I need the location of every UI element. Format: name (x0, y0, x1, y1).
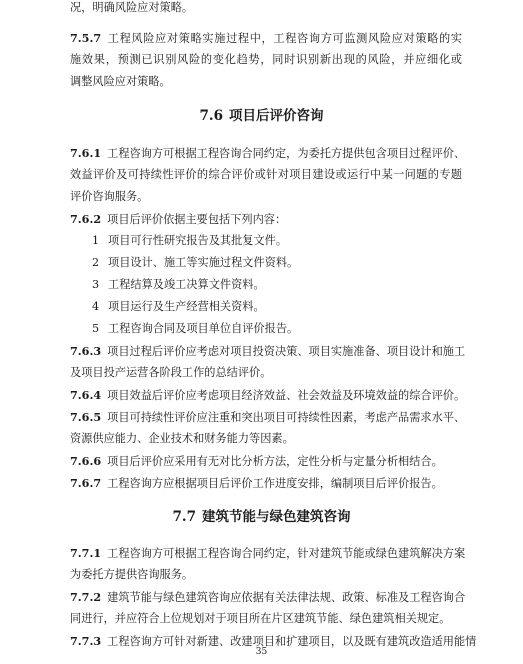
list-item (92, 300, 265, 314)
list-item-text: 工程咨询合同及项目单位自评价报告。 (108, 322, 299, 335)
clause-number: 7.6.2 (70, 212, 102, 226)
clause-7-6-7 (70, 476, 462, 491)
clause-text: 工程咨询方可针对新建、改建项目和扩建项目，以及既有建筑改造适用能情 (107, 635, 477, 648)
list-item (92, 234, 287, 248)
clause-7-6-4 (70, 388, 466, 403)
paragraph-line: 评价咨询服务。 (70, 190, 149, 203)
clause-text: 项目可持续性评价应注重和突出项目可持续性因素，考虑产品需求水平、 (107, 411, 466, 424)
clause-number: 7.7.3 (70, 634, 102, 648)
clause-text: 建筑节能与绿色建筑咨询应依据有关法律法规、政策、标准及工程咨询合 (107, 591, 466, 604)
clause-number: 7.6.1 (70, 146, 102, 160)
paragraph-line: 同进行，并应符合上位规划对于项目所在片区建筑节能、绿色建筑相关规定。 (70, 612, 451, 625)
clause-number: 7.7.2 (70, 590, 102, 604)
clause-7-7-1 (70, 546, 466, 561)
clause-number: 7.6.5 (70, 410, 102, 424)
clause-text: 工程咨询方应根据项目后评价工作进度安排，编制项目后评价报告。 (107, 477, 443, 490)
paragraph-line: 及项目投产运营各阶段工作的总结评价。 (70, 366, 272, 379)
list-item-text: 项目设计、施工等实施过程文件资料。 (108, 256, 299, 269)
section-number: 7.7 (172, 509, 196, 525)
clause-text: 工程咨询方可根据工程咨询合同约定，针对建筑节能或绿色建筑解决方案 (107, 547, 466, 560)
list-item (92, 322, 298, 336)
clause-number: 7.6.7 (70, 476, 102, 490)
section-heading-7-6 (0, 108, 523, 124)
clause-text: 工程咨询方可根据工程咨询合同约定，为委托方提供包含项目过程评价、 (107, 147, 466, 160)
list-item (92, 256, 298, 270)
clause-number: 7.5.7 (70, 31, 102, 45)
clause-7-5-7 (70, 31, 462, 46)
clause-number: 7.6.4 (70, 388, 102, 402)
clause-7-6-2 (70, 212, 462, 227)
section-number: 7.6 (199, 108, 223, 124)
clause-text: 项目过程后评价应考虑对项目投资决策、项目实施准备、项目设计和施工 (107, 345, 466, 358)
paragraph-line: 况，明确风险应对策略。 (70, 1, 194, 14)
section-heading-7-7 (0, 509, 523, 525)
clause-text: 项目后评价依据主要包括下列内容： (107, 213, 287, 226)
page-number: 35 (255, 647, 268, 657)
clause-text: 工程风险应对策略实施过程中，工程咨询方可监测风险应对策略的实 (107, 32, 462, 45)
paragraph-line: 效益评价及可持续性评价的综合评价或针对项目建设或运行中某一问题的专题 (70, 168, 462, 181)
paragraph-line: 施效果，预测已识别风险的变化趋势，同时识别新出现的风险，并应细化或 (70, 53, 462, 66)
list-item-number: 4 (92, 300, 100, 313)
paragraph-line: 调整风险应对策略。 (70, 75, 171, 88)
list-item (92, 278, 265, 292)
clause-number: 7.6.3 (70, 344, 102, 358)
clause-7-7-2 (70, 590, 466, 605)
clause-7-6-6 (70, 454, 462, 469)
paragraph-line: 为委托方提供咨询服务。 (70, 568, 194, 581)
section-title: 项目后评价咨询 (229, 108, 324, 124)
list-item-text: 项目可行性研究报告及其批复文件。 (108, 234, 288, 247)
list-item-text: 项目运行及生产经营相关资料。 (108, 300, 265, 313)
list-item-number: 2 (92, 256, 100, 269)
clause-7-6-5 (70, 410, 466, 425)
clause-text: 项目后评价应采用有无对比分析方法，定性分析与定量分析相结合。 (107, 455, 443, 468)
clause-text: 项目效益后评价应考虑项目经济效益、社会效益及环境效益的综合评价。 (107, 389, 466, 402)
clause-number: 7.7.1 (70, 546, 102, 560)
clause-number: 7.6.6 (70, 454, 102, 468)
list-item-text: 工程结算及竣工决算文件资料。 (108, 278, 265, 291)
paragraph-line: 资源供应能力、企业技术和财务能力等因素。 (70, 432, 294, 445)
list-item-number: 5 (92, 322, 100, 335)
list-item-number: 1 (92, 234, 100, 247)
list-item-number: 3 (92, 278, 100, 291)
clause-7-6-1 (70, 146, 466, 161)
section-title: 建筑节能与绿色建筑咨询 (202, 509, 351, 525)
clause-7-6-3 (70, 344, 466, 359)
